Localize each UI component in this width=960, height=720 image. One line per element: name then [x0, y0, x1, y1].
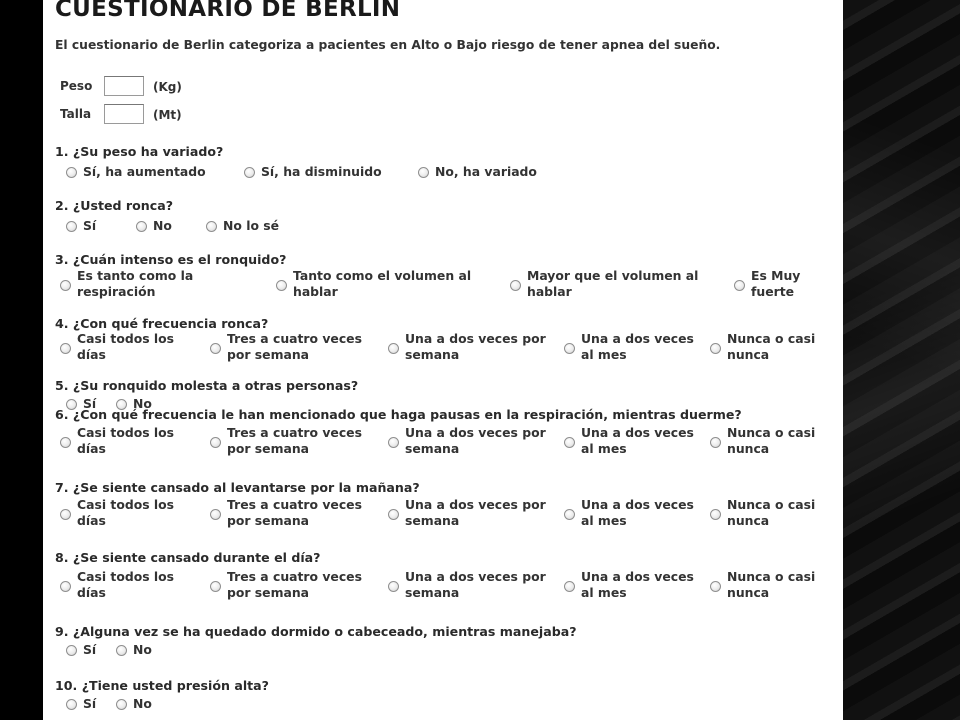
- option-label: [405, 425, 546, 457]
- option-label-line: Tres a cuatro veces: [227, 331, 362, 346]
- option-label: Sí: [83, 396, 97, 411]
- option-label-line: al mes: [581, 513, 627, 528]
- option-label-line: Tres a cuatro veces: [227, 569, 362, 584]
- option-label: [405, 331, 546, 363]
- radio-button-icon[interactable]: [136, 221, 147, 232]
- option-label-line: Es tanto como la: [77, 268, 194, 283]
- question-1-text: 1. ¿Su peso ha variado?: [55, 144, 224, 159]
- option-label-line: por semana: [227, 513, 310, 528]
- option-label: [77, 425, 174, 457]
- question-6-text: 6. ¿Con qué frecuencia le han mencionado que haga pausas en la respiración, mientras duerme?: [55, 407, 742, 422]
- right-dark-backdrop: [843, 0, 960, 720]
- option-label-line: hablar: [293, 284, 338, 299]
- option-label: [227, 497, 362, 529]
- option-label: No, ha variado: [435, 164, 537, 179]
- radio-button-icon[interactable]: [210, 581, 221, 592]
- radio-button-icon[interactable]: [710, 581, 721, 592]
- radio-button-icon[interactable]: [66, 221, 77, 232]
- question-9-text: 9. ¿Alguna vez se ha quedado dormido o cabeceado, mientras manejaba?: [55, 624, 577, 639]
- option-label-line: semana: [405, 441, 460, 456]
- radio-button-icon[interactable]: [60, 581, 71, 592]
- option-label-line: nunca: [727, 347, 770, 362]
- question-2-text: 2. ¿Usted ronca?: [55, 198, 174, 213]
- option-label-line: Una a dos veces por: [405, 425, 546, 440]
- question-8-text: 8. ¿Se siente cansado durante el día?: [55, 550, 321, 565]
- option-label: [727, 569, 815, 601]
- weight-input[interactable]: [104, 76, 144, 96]
- radio-button-icon[interactable]: [388, 581, 399, 592]
- option-label-line: Una a dos veces: [581, 569, 694, 584]
- option-label: [77, 268, 193, 300]
- question-5-text: 5. ¿Su ronquido molesta a otras personas?: [55, 378, 359, 393]
- option-label: [581, 425, 694, 457]
- radio-button-icon[interactable]: [734, 280, 745, 291]
- option-label-line: al mes: [581, 347, 627, 362]
- option-label-line: Tres a cuatro veces: [227, 425, 362, 440]
- option-label-line: respiración: [77, 284, 156, 299]
- radio-button-icon[interactable]: [276, 280, 287, 291]
- option-label-line: semana: [405, 585, 460, 600]
- option-label-line: nunca: [727, 513, 770, 528]
- option-label: [581, 497, 694, 529]
- option-label-line: semana: [405, 347, 460, 362]
- page-title: CUESTIONARIO DE BERLIN: [55, 0, 401, 22]
- question-7-text: 7. ¿Se siente cansado al levantarse por la mañana?: [55, 480, 420, 495]
- option-label: [727, 331, 815, 363]
- height-unit: (Mt): [153, 108, 182, 122]
- option-label: Sí, ha aumentado: [83, 164, 206, 179]
- radio-button-icon[interactable]: [388, 437, 399, 448]
- option-label-line: días: [77, 585, 106, 600]
- option-label: [77, 331, 174, 363]
- radio-button-icon[interactable]: [710, 437, 721, 448]
- option-label-line: días: [77, 513, 106, 528]
- option-label-line: al mes: [581, 585, 627, 600]
- radio-button-icon[interactable]: [210, 343, 221, 354]
- radio-button-icon[interactable]: [388, 343, 399, 354]
- option-label: No: [133, 396, 152, 411]
- option-label: [727, 497, 815, 529]
- radio-button-icon[interactable]: [210, 509, 221, 520]
- option-label-line: nunca: [727, 441, 770, 456]
- radio-button-icon[interactable]: [564, 581, 575, 592]
- option-label: [293, 268, 471, 300]
- option-label-line: por semana: [227, 441, 310, 456]
- option-label-line: Nunca o casi: [727, 569, 816, 584]
- option-label-line: días: [77, 347, 106, 362]
- height-label: Talla: [60, 107, 92, 121]
- left-black-margin: [0, 0, 43, 720]
- option-label-line: Nunca o casi: [727, 425, 816, 440]
- option-label-line: Casi todos los: [77, 331, 175, 346]
- option-label: [77, 569, 174, 601]
- radio-button-icon[interactable]: [710, 343, 721, 354]
- radio-button-icon[interactable]: [564, 343, 575, 354]
- radio-button-icon[interactable]: [564, 509, 575, 520]
- option-label: Sí: [83, 696, 97, 711]
- option-label: No: [153, 218, 172, 233]
- radio-button-icon[interactable]: [564, 437, 575, 448]
- radio-button-icon[interactable]: [418, 167, 429, 178]
- radio-button-icon[interactable]: [710, 509, 721, 520]
- option-label-line: Casi todos los: [77, 425, 175, 440]
- radio-button-icon[interactable]: [116, 699, 127, 710]
- option-label-line: Mayor que el volumen al: [527, 268, 699, 283]
- page-subtitle: El cuestionario de Berlin categoriza a pacientes en Alto o Bajo riesgo de tener apnea del sueño.: [55, 38, 721, 52]
- height-input[interactable]: [104, 104, 144, 124]
- radio-button-icon[interactable]: [60, 437, 71, 448]
- radio-button-icon[interactable]: [510, 280, 521, 291]
- option-label-line: Una a dos veces por: [405, 569, 546, 584]
- option-label: No: [133, 642, 152, 657]
- option-label: [527, 268, 698, 300]
- option-label-line: Nunca o casi: [727, 331, 816, 346]
- option-label-line: nunca: [727, 585, 770, 600]
- radio-button-icon[interactable]: [66, 645, 77, 656]
- option-label: [581, 331, 694, 363]
- option-label-line: Una a dos veces por: [405, 497, 546, 512]
- question-3-text: 3. ¿Cuán intenso es el ronquido?: [55, 252, 287, 267]
- option-label: [77, 497, 174, 529]
- radio-button-icon[interactable]: [116, 645, 127, 656]
- option-label: [405, 497, 546, 529]
- option-label: Sí, ha disminuido: [261, 164, 382, 179]
- radio-button-icon[interactable]: [206, 221, 217, 232]
- option-label-line: Tanto como el volumen al: [293, 268, 472, 283]
- option-label: Sí: [83, 642, 97, 657]
- weight-label: Peso: [60, 79, 93, 93]
- option-label-line: Es Muy: [751, 268, 801, 283]
- option-label: [227, 569, 362, 601]
- option-label: [581, 569, 694, 601]
- option-label: [227, 331, 362, 363]
- question-4-text: 4. ¿Con qué frecuencia ronca?: [55, 316, 269, 331]
- option-label-line: Casi todos los: [77, 497, 175, 512]
- option-label-line: Nunca o casi: [727, 497, 816, 512]
- radio-button-icon[interactable]: [66, 167, 77, 178]
- option-label-line: Una a dos veces: [581, 425, 694, 440]
- radio-button-icon[interactable]: [60, 280, 71, 291]
- radio-button-icon[interactable]: [210, 437, 221, 448]
- radio-button-icon[interactable]: [388, 509, 399, 520]
- radio-button-icon[interactable]: [60, 343, 71, 354]
- option-label: No lo sé: [223, 218, 280, 233]
- weight-unit: (Kg): [153, 80, 182, 94]
- option-label-line: Casi todos los: [77, 569, 175, 584]
- option-label: Sí: [83, 218, 97, 233]
- option-label-line: por semana: [227, 585, 310, 600]
- option-label-line: al mes: [581, 441, 627, 456]
- question-10-text: 10. ¿Tiene usted presión alta?: [55, 678, 269, 693]
- option-label-line: fuerte: [751, 284, 795, 299]
- option-label: [227, 425, 362, 457]
- option-label: [405, 569, 546, 601]
- option-label-line: días: [77, 441, 106, 456]
- option-label-line: Una a dos veces por: [405, 331, 546, 346]
- option-label-line: Tres a cuatro veces: [227, 497, 362, 512]
- option-label-line: por semana: [227, 347, 310, 362]
- radio-button-icon[interactable]: [244, 167, 255, 178]
- option-label-line: semana: [405, 513, 460, 528]
- radio-button-icon[interactable]: [60, 509, 71, 520]
- option-label-line: Una a dos veces: [581, 331, 694, 346]
- radio-button-icon[interactable]: [66, 699, 77, 710]
- option-label: No: [133, 696, 152, 711]
- option-label-line: hablar: [527, 284, 572, 299]
- option-label: [751, 268, 800, 300]
- questionnaire-page: [43, 0, 843, 720]
- option-label: [727, 425, 815, 457]
- option-label-line: Una a dos veces: [581, 497, 694, 512]
